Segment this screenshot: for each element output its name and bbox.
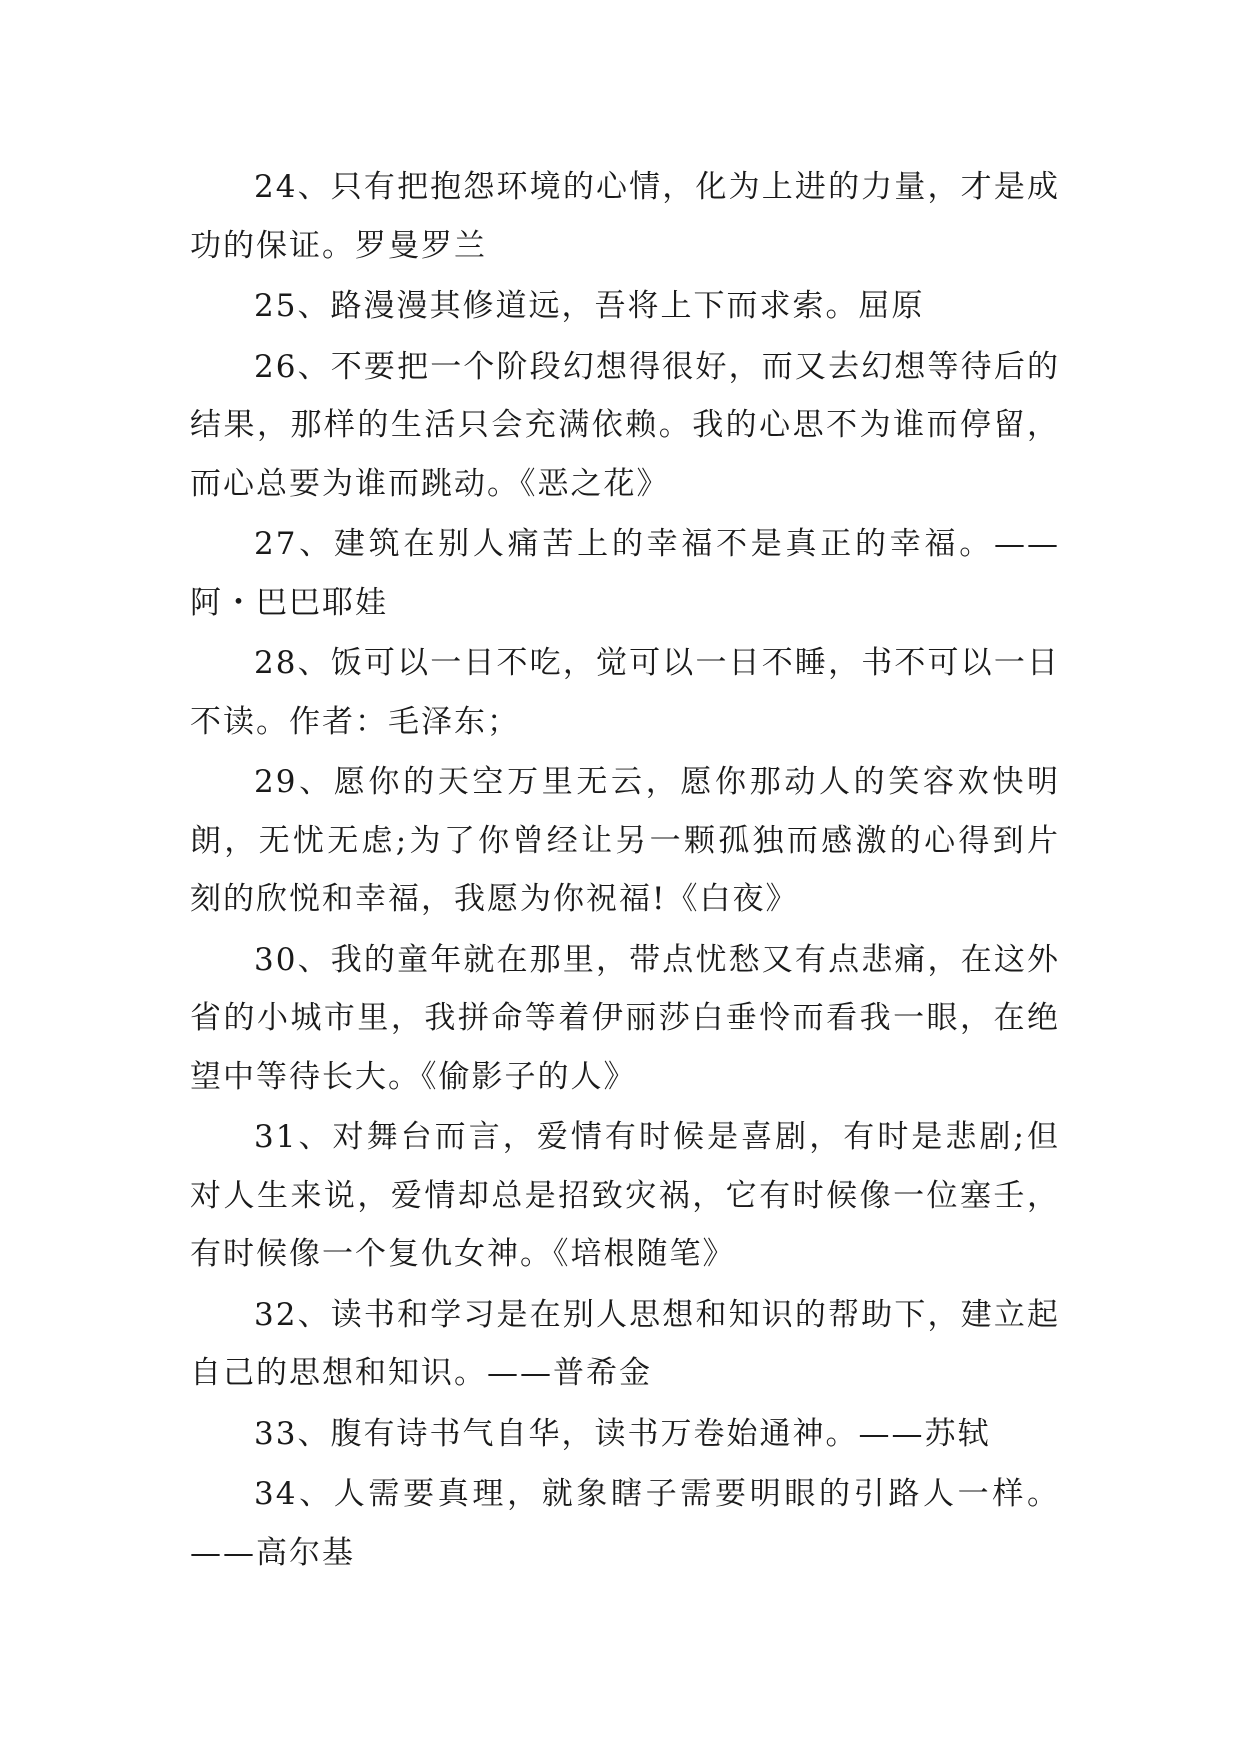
quote-paragraph-32: 32、读书和学习是在别人思想和知识的帮助下，建立起自己的思想和知识。——普希金: [190, 1296, 1060, 1391]
quote-paragraph-30: 30、我的童年就在那里，带点忧愁又有点悲痛，在这外省的小城市里，我拼命等着伊丽莎白垂怜而看我一眼，在绝望中等待长大。《偷影子的人》: [190, 941, 1060, 1095]
quote-paragraph-31: 31、对舞台而言，爱情有时候是喜剧，有时是悲剧;但对人生来说，爱情却总是招致灾祸，它有时候像一位塞壬，有时候像一个复仇女神。《培根随笔》: [190, 1119, 1060, 1272]
quote-paragraph-34: 34、人需要真理，就象瞎子需要明眼的引路人一样。——高尔基: [190, 1476, 1060, 1571]
quote-paragraph-25: 25、路漫漫其修道远，吾将上下而求索。屈原: [254, 288, 925, 324]
quote-paragraph-27: 27、建筑在别人痛苦上的幸福不是真正的幸福。——阿・巴巴耶娃: [190, 526, 1060, 621]
quote-paragraph-29: 29、愿你的天空万里无云，愿你那动人的笑容欢快明朗，无忧无虑;为了你曾经让另一颗孤独而感激的心得到片刻的欣悦和幸福，我愿为你祝福!《白夜》: [190, 764, 1060, 917]
quote-paragraph-33: 33、腹有诗书气自华，读书万卷始通神。——苏轼: [254, 1415, 991, 1452]
quote-paragraph-28: 28、饭可以一日不吃，觉可以一日不睡，书不可以一日不读。作者：毛泽东；: [190, 645, 1060, 740]
document-page: [190, 158, 1060, 1584]
quote-paragraph-24: 24、只有把抱怨环境的心情，化为上进的力量，才是成功的保证。罗曼罗兰: [190, 169, 1060, 264]
quote-paragraph-26: 26、不要把一个阶段幻想得很好，而又去幻想等待后的结果，那样的生活只会充满依赖。我的心思不为谁而停留，而心总要为谁而跳动。《恶之花》: [190, 348, 1060, 502]
